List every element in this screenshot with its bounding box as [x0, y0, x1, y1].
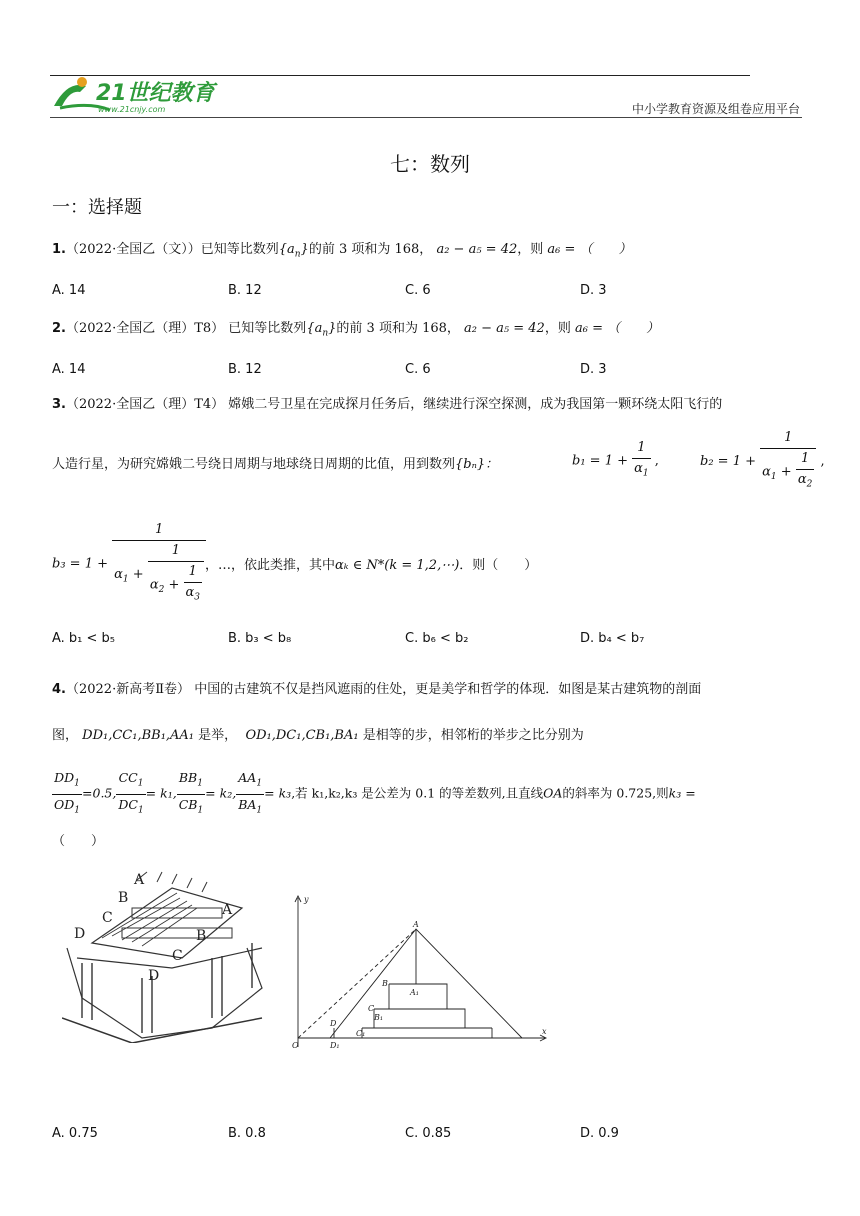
platform-name: 中小学教育资源及组卷应用平台	[631, 102, 800, 116]
q4-source: （2022·新高考Ⅱ卷）	[65, 682, 191, 697]
diagram-point-c1: C₁	[356, 1029, 366, 1038]
diagram-point-b1: B₁	[374, 1013, 384, 1022]
svg-text:www.21cnjy.com: www.21cnjy.com	[98, 105, 166, 114]
q3-option-d[interactable]: D. b₄ < b₇	[580, 631, 645, 646]
question-3-line-1: 3.（2022·全国乙（理）T4） 嫦娥二号卫星在完成探月任务后，继续进行深空探测，成为我国第一颗环绕太阳飞行的	[52, 397, 723, 412]
q2-option-b[interactable]: B. 12	[228, 362, 262, 377]
q4-option-d[interactable]: D. 0.9	[580, 1126, 619, 1141]
ancient-building-sketch	[62, 868, 272, 1043]
q4-ratio-formula: $\frac{DD_1}{OD_1}$ =0.5, $\frac{CC_1}{DC_1}$ = k₁, $\frac{BB_1}{CB_1}$ = k₂, $\frac{AA_1}{BA_1}$ = k₃,若 k₁,k₂,k₃ 是公差为 0.1 的等差数列,且直线OA的斜率为 0.725,则k₃ =	[54, 770, 696, 815]
svg-text:21世纪教育: 21世纪教育	[96, 81, 215, 106]
diagram-origin: O	[292, 1041, 299, 1050]
diagram-point-a1: A₁	[410, 988, 419, 997]
q2-option-d[interactable]: D. 3	[580, 362, 607, 377]
diagram-point-d: D	[330, 1019, 337, 1028]
q1-option-a[interactable]: A. 14	[52, 283, 86, 298]
question-3-line-2: 人造行星，为研究嫦娥二号绕日周期与地球绕日周期的比值，用到数列{bₙ}：	[52, 457, 499, 472]
q3-b1-formula: b₁ = 1 + $\frac{1}{\alpha_1}$ ,	[572, 440, 659, 479]
q2-condition: a₂ − a₅ = 42	[464, 321, 545, 336]
q3-tail: ，…，依此类推，其中αₖ ∈ N*(k = 1,2,⋯)．则（ ）	[205, 558, 538, 573]
diagram-point-a: A	[413, 920, 419, 929]
cross-section-diagram	[290, 892, 560, 1052]
q1-condition: a₂ − a₅ = 42	[436, 242, 518, 257]
site-logo	[50, 72, 230, 116]
q2-sequence: $\{a_n\}$	[306, 321, 337, 339]
q3-b2-formula: b₂ = 1 + 1 $\alpha_1$ + $\frac{1}{\alpha_2}$ ,	[700, 430, 825, 490]
q4-option-c[interactable]: C. 0.85	[405, 1126, 452, 1141]
q3-source: （2022·全国乙（理）T4）	[65, 397, 225, 412]
photo-label-a: A	[134, 872, 145, 888]
photo-label-b: B	[118, 890, 129, 906]
photo-label-a2: A	[222, 902, 233, 918]
q1-option-c[interactable]: C. 6	[405, 283, 431, 298]
question-2: 2.（2022·全国乙（理）T8） 已知等比数列$\{a_n\}$的前 3 项和为 168， a₂ − a₅ = 42，则 a₆ = （ ）	[52, 321, 660, 339]
diagram-point-c: C	[368, 1004, 375, 1013]
q1-option-b[interactable]: B. 12	[228, 283, 262, 298]
diagram-axis-x: x	[542, 1027, 547, 1036]
diagram-axis-y: y	[304, 895, 309, 904]
q2-source: （2022·全国乙（理）T8）	[65, 321, 225, 336]
q4-answer-paren: （ ）	[52, 834, 105, 849]
q1-option-d[interactable]: D. 3	[580, 283, 607, 298]
photo-label-b2: B	[196, 928, 207, 944]
diagram-point-d1: D₁	[330, 1041, 340, 1050]
q3-option-b[interactable]: B. b₃ < b₈	[228, 631, 292, 646]
photo-label-d2: D	[148, 968, 160, 984]
photo-label-c: C	[102, 910, 113, 926]
q2-option-c[interactable]: C. 6	[405, 362, 431, 377]
q4-option-b[interactable]: B. 0.8	[228, 1126, 266, 1141]
photo-label-c2: C	[172, 948, 183, 964]
page-title: 七：数列	[390, 152, 470, 176]
q1-sequence: $\{a_n\}$	[278, 242, 309, 260]
q1-target: a₆ = （ ）	[547, 242, 632, 257]
q3-option-c[interactable]: C. b₆ < b₂	[405, 631, 469, 646]
diagram-point-b: B	[382, 979, 388, 988]
q2-option-a[interactable]: A. 14	[52, 362, 86, 377]
photo-label-d: D	[74, 926, 86, 942]
q3-b3-formula: b₃ = 1 + 1 $\alpha_1$ + 1 $\alpha_2$ + $\frac{1}{\alpha_3}$	[52, 520, 206, 608]
q1-source: （2022·全国乙（文））	[65, 242, 201, 257]
header-rule-bottom	[50, 117, 802, 118]
q3-option-a[interactable]: A. b₁ < b₅	[52, 631, 116, 646]
q4-option-a[interactable]: A. 0.75	[52, 1126, 98, 1141]
question-4-line-2: 图， DD₁,CC₁,BB₁,AA₁ 是举， OD₁,DC₁,CB₁,BA₁ 是相等的步，相邻桁的举步之比分别为	[52, 728, 584, 743]
question-4-line-1: 4.（2022·新高考Ⅱ卷） 中国的古建筑不仅是挡风遮雨的住处，更是美学和哲学的体现．如图是某古建筑物的剖面	[52, 682, 702, 697]
question-1: 1.（2022·全国乙（文））已知等比数列$\{a_n\}$的前 3 项和为 168， a₂ − a₅ = 42，则 a₆ = （ ）	[52, 242, 632, 260]
section-heading: 一：选择题	[52, 197, 142, 218]
q2-target: a₆ = （ ）	[574, 321, 660, 336]
